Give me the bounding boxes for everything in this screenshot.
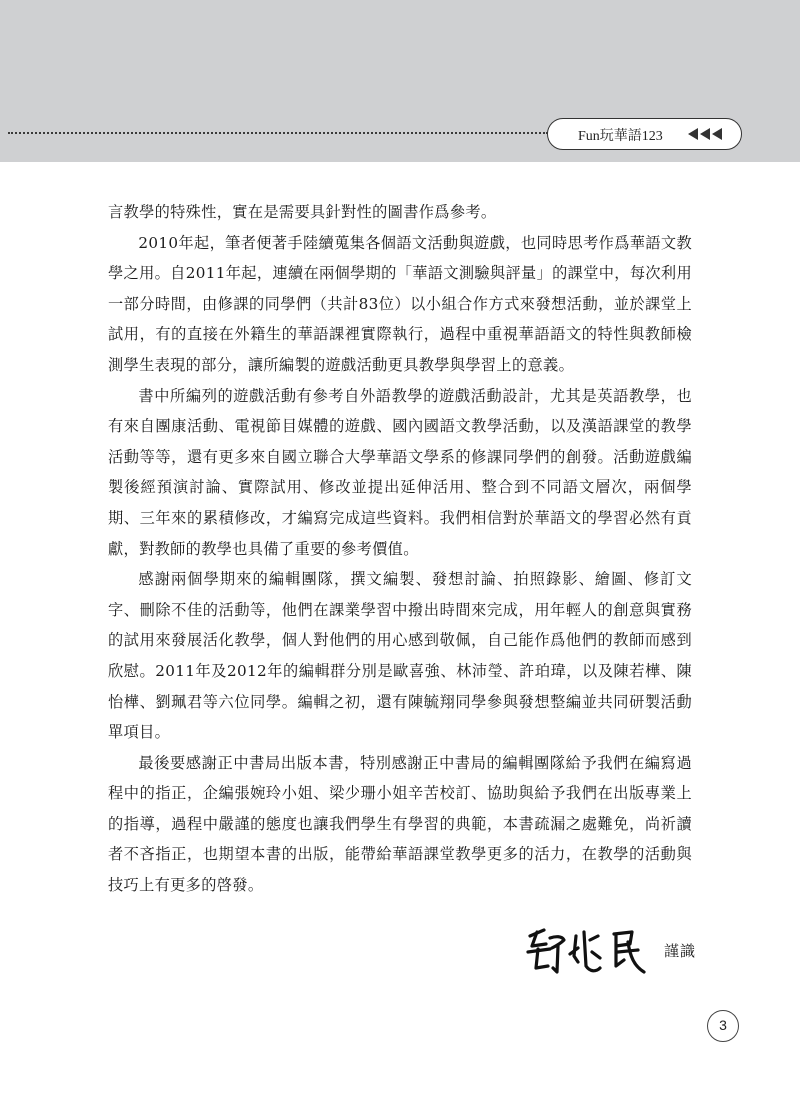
header-dotted-rule	[8, 132, 548, 134]
paragraph: 最後要感謝正中書局出版本書，特別感謝正中書局的編輯團隊給予我們在編寫過程中的指正，企編張婉玲小姐、梁少珊小姐辛苦校訂、協助與給予我們在出版專業上的指導，過程中嚴謹的態度也讓我們學生有學習的典範，本書疏漏之處難免，尚祈讀者不吝指正，也期望本書的出版，能帶給華語課堂教學更多的活力，在教學的活動與技巧上有更多的啓發。	[108, 753, 692, 895]
page-number: 3	[707, 1010, 739, 1042]
header-tab	[547, 118, 742, 150]
running-header-title: Fun玩華語123	[578, 129, 663, 144]
paragraph: 2010年起，筆者便著手陸續蒐集各個語文活動與遊戲，也同時思考作爲華語文教學之用。自2011年起，連續在兩個學期的「華語文測驗與評量」的課堂中，每次利用一部分時間，由修課的同學們（共計83位）以小組合作方式來發想活動，並於課堂上試用，有的直接在外籍生的華語課裡實際執行，過程中重視華語語文的特性與教師檢測學生表現的部分，讓所編製的遊戲活動更具教學與學習上的意義。	[108, 233, 692, 374]
signature-note: 謹識	[664, 942, 697, 960]
handwritten-signature	[520, 922, 650, 982]
preface-body	[108, 197, 692, 901]
paragraph: 感謝兩個學期來的編輯團隊，撰文編製、發想討論、拍照錄影、繪圖、修訂文字、刪除不佳的活動等，他們在課業學習中撥出時間來完成，用年輕人的創意與實務的試用來發展活化教學，個人對他們的用心感到敬佩，自己能作爲他們的教師而感到欣慰。2011年及2012年的編輯群分別是歐喜強、林沛瑩、許珀瑋，以及陳若樺、陳怡樺、劉珮君等六位同學。編輯之初，還有陳毓翔同學參與發想整編並共同研製活動單項目。	[108, 570, 692, 742]
triple-left-arrow-icon	[686, 127, 726, 141]
paragraph: 書中所編列的遊戲活動有參考自外語教學的遊戲活動設計，尤其是英語教學，也有來自團康活動、電視節目媒體的遊戲、國內國語文教學活動，以及漢語課堂的教學活動等等，還有更多來自國立聯合大學華語文學系的修課同學們的創發。活動遊戲編製後經預演討論、實際試用、修改並提出延伸活用、整合到不同語文層次，兩個學期、三年來的累積修改，才編寫完成這些資料。我們相信對於華語文的學習必然有貢獻，對教師的教學也具備了重要的參考價值。	[108, 386, 692, 558]
paragraph: 言教學的特殊性，實在是需要具針對性的圖書作爲參考。	[108, 203, 497, 221]
